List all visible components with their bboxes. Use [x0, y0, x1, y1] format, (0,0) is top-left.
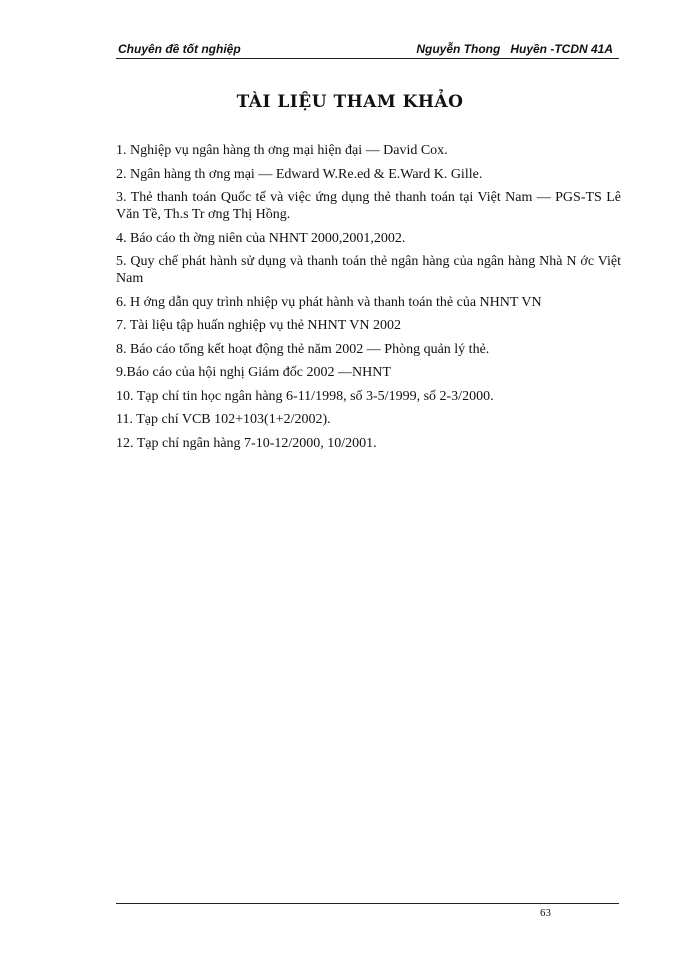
header-left-text: Chuyên đề tốt nghiệp: [118, 42, 241, 56]
page-header: [116, 42, 619, 59]
reference-list: [116, 142, 621, 458]
page-title: TÀI LIỆU THAM KHẢO: [236, 92, 464, 112]
header-right-text: Nguyễn Thong Huyền -TCDN 41A: [416, 42, 613, 56]
page-number: 63: [540, 907, 551, 919]
reference-item: 6. H ớng dẫn quy trình nhiệp vụ phát hành và thanh toán thẻ của NHNT VN: [116, 294, 542, 310]
reference-item: 4. Báo cáo th ờng niên của NHNT 2000,2001,2002.: [116, 230, 406, 246]
reference-item: 10. Tạp chí tin học ngân hàng 6-11/1998, số 3-5/1999, số 2-3/2000.: [116, 388, 494, 404]
reference-item: 7. Tài liệu tập huấn nghiệp vụ thẻ NHNT VN 2002: [116, 318, 402, 333]
reference-item: 9.Báo cáo của hội nghị Giám đốc 2002 —NHNT: [116, 365, 391, 380]
reference-item: 1. Nghiệp vụ ngân hàng th ơng mại hiện đại — David Cox.: [116, 143, 448, 158]
reference-item: 2. Ngân hàng th ơng mại — Edward W.Re.ed & E.Ward K. Gille.: [116, 166, 483, 182]
reference-item: 5. Quy chế phát hành sử dụng và thanh toán thẻ ngân hàng của ngân hàng Nhà N ớc Việt Nam: [116, 254, 621, 286]
reference-item: 3. Thẻ thanh toán Quốc tế và việc ứng dụng thẻ thanh toán tại Việt Nam — PGS-TS Lê Văn Tề, Th.s Tr ơng Thị Hồng.: [116, 190, 621, 222]
reference-item: 11. Tạp chí VCB 102+103(1+2/2002).: [116, 412, 331, 427]
reference-item: 12. Tạp chí ngân hàng 7-10-12/2000, 10/2001.: [116, 435, 377, 451]
footer-rule: [116, 903, 619, 904]
reference-item: 8. Báo cáo tổng kết hoạt động thẻ năm 2002 — Phòng quản lý thẻ.: [116, 341, 490, 357]
